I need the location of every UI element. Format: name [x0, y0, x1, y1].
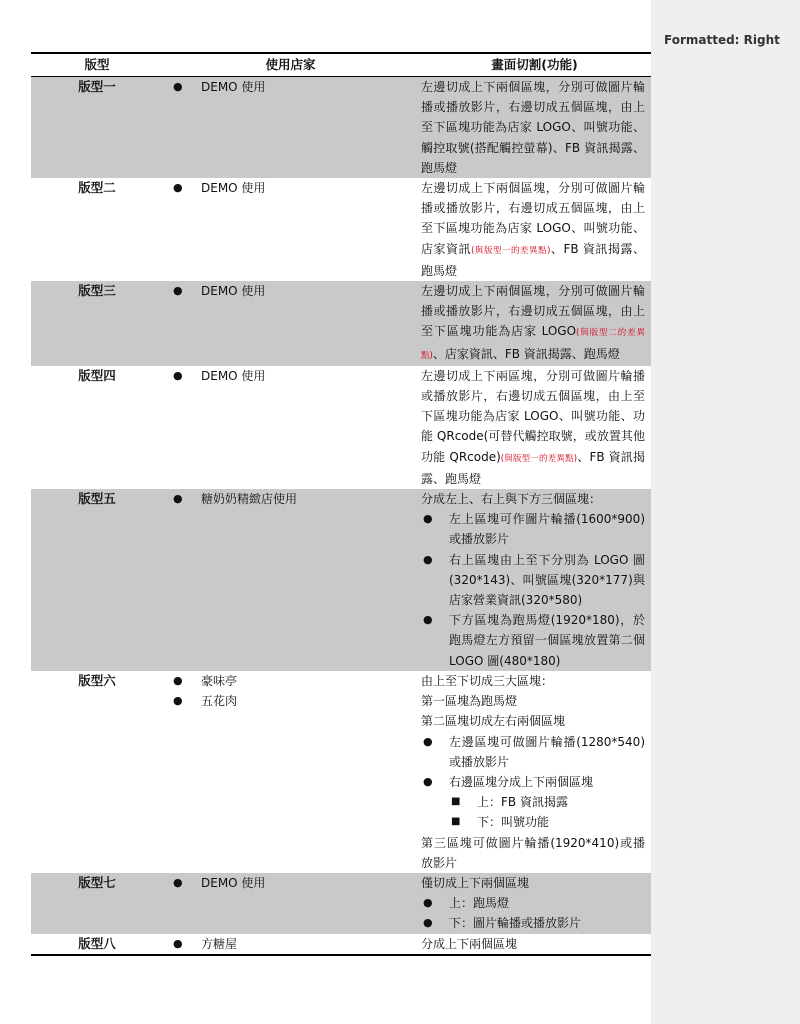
desc-text: 下方區塊為跑馬燈(1920*180)，於跑馬燈左方預留一個區塊放置第二個 LOGO 圖(480*180) [449, 613, 645, 668]
desc-paragraph [421, 711, 645, 731]
comment-pane [651, 0, 800, 1024]
screen-split-cell [418, 178, 651, 281]
table-row [31, 178, 651, 281]
store-cell [163, 77, 418, 179]
table-row [31, 934, 651, 955]
store-item: ● DEMO 使用 [170, 873, 418, 893]
desc-text: 左上區塊可作圖片輪播(1600*900)或播放影片 [449, 512, 645, 547]
desc-text: 下：叫號功能 [477, 815, 550, 830]
store-cell [163, 489, 418, 671]
store-cell [163, 671, 418, 873]
desc-sub-bullet-item [421, 812, 645, 832]
store-cell [163, 934, 418, 955]
desc-text: 分成左上、右上與下方三個區塊： [421, 492, 602, 507]
header-layout: 版型 [31, 53, 163, 77]
desc-text: 、店家資訊、FB 資訊揭露、跑馬燈 [432, 346, 620, 361]
table-row [31, 489, 651, 671]
desc-paragraph [421, 833, 645, 873]
layout-name: 版型七 [31, 873, 163, 934]
store-item: ● 糖奶奶精緻店使用 [170, 489, 418, 509]
desc-paragraph [421, 671, 645, 691]
desc-paragraph [421, 691, 645, 711]
desc-bullet-item [421, 610, 645, 671]
desc-bullet-item [421, 893, 645, 913]
desc-paragraph [421, 366, 645, 489]
store-item: ● DEMO 使用 [170, 178, 418, 198]
layout-name: 版型二 [78, 180, 116, 196]
store-item: ● DEMO 使用 [170, 281, 418, 301]
store-item: ● DEMO 使用 [170, 366, 418, 386]
desc-paragraph [421, 178, 645, 281]
difference-note: (與版型一的差異點) [471, 245, 551, 256]
layout-name: 版型一 [31, 77, 163, 179]
desc-bullet-item [421, 550, 645, 611]
desc-text: 左邊切成上下兩個區塊，分別可做圖片輪播或播放影片，右邊切成五個區塊，由上至下區塊功能為店家 LOGO、叫號功能、店家資訊 [421, 181, 645, 256]
store-cell [163, 178, 418, 281]
desc-text: 右邊區塊分成上下兩個區塊 [449, 774, 594, 789]
desc-text: 右上區塊由上至下分別為 LOGO 圖(320*143)、叫號區塊(320*177)與店家營業資訊(320*580) [449, 552, 645, 608]
comment-pane-title: Formatted: Right [664, 33, 780, 47]
desc-text: 由上至下切成三大區塊： [421, 673, 554, 688]
desc-text: 左邊切成上下兩個區塊，分別可做圖片輪播或播放影片，右邊切成五個區塊，由上至下區塊功能為店家 LOGO、叫號功能、觸控取號(搭配觸控螢幕)、FB 資訊揭露、跑馬燈 [421, 80, 645, 175]
table-row [31, 281, 651, 366]
screen-split-cell [418, 366, 651, 489]
store-item: ● DEMO 使用 [170, 77, 418, 97]
layout-name: 版型四 [78, 367, 116, 383]
layout-table [31, 52, 651, 956]
header-screen-split: 畫面切割(功能) [418, 53, 651, 77]
desc-text: 第三區塊可做圖片輪播(1920*410)或播放影片 [421, 835, 645, 870]
desc-text: 左邊區塊可做圖片輪播(1280*540)或播放影片 [449, 734, 645, 769]
screen-split-cell [418, 489, 651, 671]
store-item: ● 五花肉 [170, 691, 418, 711]
desc-paragraph [421, 934, 645, 954]
desc-text: 上：FB 資訊揭露 [477, 795, 568, 810]
table-row [31, 366, 651, 489]
desc-bullet-item [421, 509, 645, 549]
desc-paragraph [421, 281, 645, 366]
store-cell [163, 366, 418, 489]
screen-split-cell [418, 281, 651, 366]
table-row [31, 873, 651, 934]
store-item: ● 方糖屋 [170, 934, 418, 954]
store-cell [163, 281, 418, 366]
layout-name: 版型三 [31, 281, 163, 366]
desc-paragraph [421, 77, 645, 178]
screen-split-cell [418, 77, 651, 179]
desc-paragraph [421, 489, 645, 509]
desc-bullet-item [421, 772, 645, 792]
store-cell [163, 873, 418, 934]
desc-text: 第一區塊為跑馬燈 [421, 694, 518, 709]
header-store: 使用店家 [163, 53, 418, 77]
desc-text: 、FB 資訊揭露、跑馬燈 [421, 241, 645, 278]
difference-note: (與版型二的差異點) [421, 328, 645, 361]
screen-split-cell [418, 873, 651, 934]
desc-paragraph [421, 873, 645, 893]
desc-text: 左邊切成上下兩區塊，分別可做圖片輪播或播放影片，右邊切成五個區塊，由上至下區塊功能為店家 LOGO、叫號功能、功能 QRcode(可替代觸控取號，或放置其他功能 QRcode) [421, 368, 645, 464]
store-item: ● 豪味亭 [170, 671, 418, 691]
table-header-row [31, 53, 651, 77]
desc-text: 分成上下兩個區塊 [421, 936, 518, 951]
desc-text: 、FB 資訊揭露、跑馬燈 [421, 449, 645, 486]
table-row [31, 77, 651, 179]
screen-split-cell [418, 671, 651, 873]
desc-text: 下：圖片輪播或播放影片 [449, 916, 582, 931]
desc-text: 上：跑馬燈 [449, 896, 510, 911]
difference-note: (與版型一的差異點) [500, 453, 578, 464]
desc-text: 左邊切成上下兩個區塊，分別可做圖片輪播或播放影片，右邊切成五個區塊，由上至下區塊功能為店家 LOGO [421, 284, 645, 339]
desc-text: 僅切成上下兩個區塊 [421, 875, 530, 890]
layout-name: 版型六 [78, 672, 116, 688]
desc-sub-bullet-item [421, 792, 645, 812]
desc-text: 第二區塊切成左右兩個區塊 [421, 714, 566, 729]
layout-name: 版型八 [31, 934, 163, 955]
table-row [31, 671, 651, 873]
layout-name: 版型五 [31, 489, 163, 671]
desc-bullet-item [421, 913, 645, 933]
desc-bullet-item [421, 732, 645, 772]
screen-split-cell [418, 934, 651, 955]
